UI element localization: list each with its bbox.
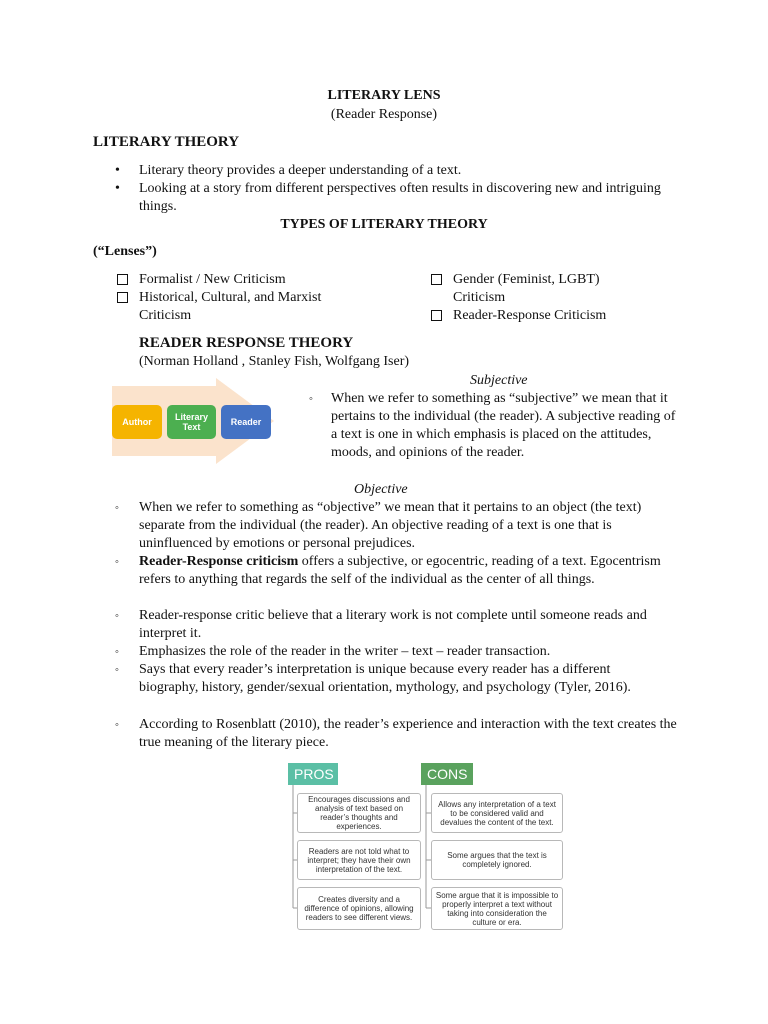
- section-heading-literary-theory: LITERARY THEORY: [93, 134, 240, 150]
- checklist-item: Historical, Cultural, and Marxist Criticism: [139, 289, 369, 325]
- pros-card: Readers are not told what to interpret; they have their own interpretation of the text.: [297, 840, 421, 880]
- bullet-icon: ◦: [115, 610, 119, 622]
- list-item: ◦ When we refer to something as “subjective” we mean that it pertains to the individual (the reader). A subjective reading of a text is one in which emphasis is placed on the attitudes, moods, and opinions of the reader.: [309, 391, 676, 460]
- lenses-label: (“Lenses”): [93, 244, 157, 259]
- reader-box: Reader: [221, 405, 271, 439]
- bullet-icon: ◦: [115, 719, 119, 731]
- list-item: ◦ Emphasizes the role of the reader in the writer – text – reader transaction.: [115, 644, 551, 659]
- cons-card: Some argues that the text is completely ignored.: [431, 840, 563, 880]
- list-item: • Literary theory provides a deeper understanding of a text.: [115, 163, 462, 178]
- page-title: LITERARY LENS: [327, 88, 441, 103]
- page-subtitle: (Reader Response): [330, 107, 438, 122]
- list-item: ◦ Says that every reader’s interpretation is unique because every reader has a different biography, history, gender/sexual orientation, mythology, and psychology (Tyler, 2016).: [115, 662, 631, 695]
- cons-card: Some argue that it is impossible to properly interpret a text without taking into consideration the culture or era.: [431, 887, 563, 930]
- author-box: Author: [112, 405, 162, 439]
- section-heading-types: TYPES OF LITERARY THEORY: [280, 217, 488, 232]
- cons-header: CONS: [421, 763, 473, 785]
- checkbox-icon: [117, 292, 128, 303]
- checkbox-icon: [431, 274, 442, 285]
- objective-label: Objective: [354, 482, 408, 497]
- list-item: ◦ Reader-response critic believe that a literary work is not complete until someone reads and interpret it.: [115, 608, 647, 641]
- list-item: ◦ Reader-Response criticism offers a subjective, or egocentric, reading of a text. Egocentrism refers to anything that regards the self of the individual as the center of all things.: [115, 554, 661, 587]
- bullet-icon: ◦: [309, 393, 313, 405]
- checkbox-icon: [117, 274, 128, 285]
- list-item: ◦ According to Rosenblatt (2010), the reader’s experience and interaction with the text creates the true meaning of the literary piece.: [115, 717, 677, 750]
- list-item: • Looking at a story from different perspectives often results in discovering new and intriguing things.: [115, 181, 661, 214]
- bullet-icon: ◦: [115, 556, 119, 568]
- checkbox-icon: [431, 310, 442, 321]
- checklist-item: Formalist / New Criticism: [139, 271, 379, 289]
- pros-card: Encourages discussions and analysis of text based on reader’s thoughts and experiences.: [297, 793, 421, 833]
- pros-header: PROS: [288, 763, 338, 785]
- bullet-icon: •: [115, 181, 120, 196]
- bullet-icon: ◦: [115, 502, 119, 514]
- theorists: (Norman Holland , Stanley Fish, Wolfgang Iser): [139, 354, 410, 369]
- section-heading-reader-response: READER RESPONSE THEORY: [139, 335, 354, 351]
- pros-card: Creates diversity and a difference of opinions, allowing readers to see different views.: [297, 887, 421, 930]
- list-item: ◦ When we refer to something as “objective” we mean that it pertains to an object (the text) separate from the individual (the reader). An objective reading of a text is one that is uninfluenced by emotions or personal prejudices.: [115, 500, 642, 551]
- subjective-label: Subjective: [470, 373, 528, 388]
- bullet-icon: ◦: [115, 664, 119, 676]
- literary-text-box: Literary Text: [167, 405, 216, 439]
- bullet-icon: •: [115, 163, 120, 178]
- checklist-item: Gender (Feminist, LGBT) Criticism: [453, 271, 653, 307]
- bullet-icon: ◦: [115, 646, 119, 658]
- cons-card: Allows any interpretation of a text to be considered valid and devalues the content of the text.: [431, 793, 563, 833]
- checklist-item: Reader-Response Criticism: [453, 307, 673, 325]
